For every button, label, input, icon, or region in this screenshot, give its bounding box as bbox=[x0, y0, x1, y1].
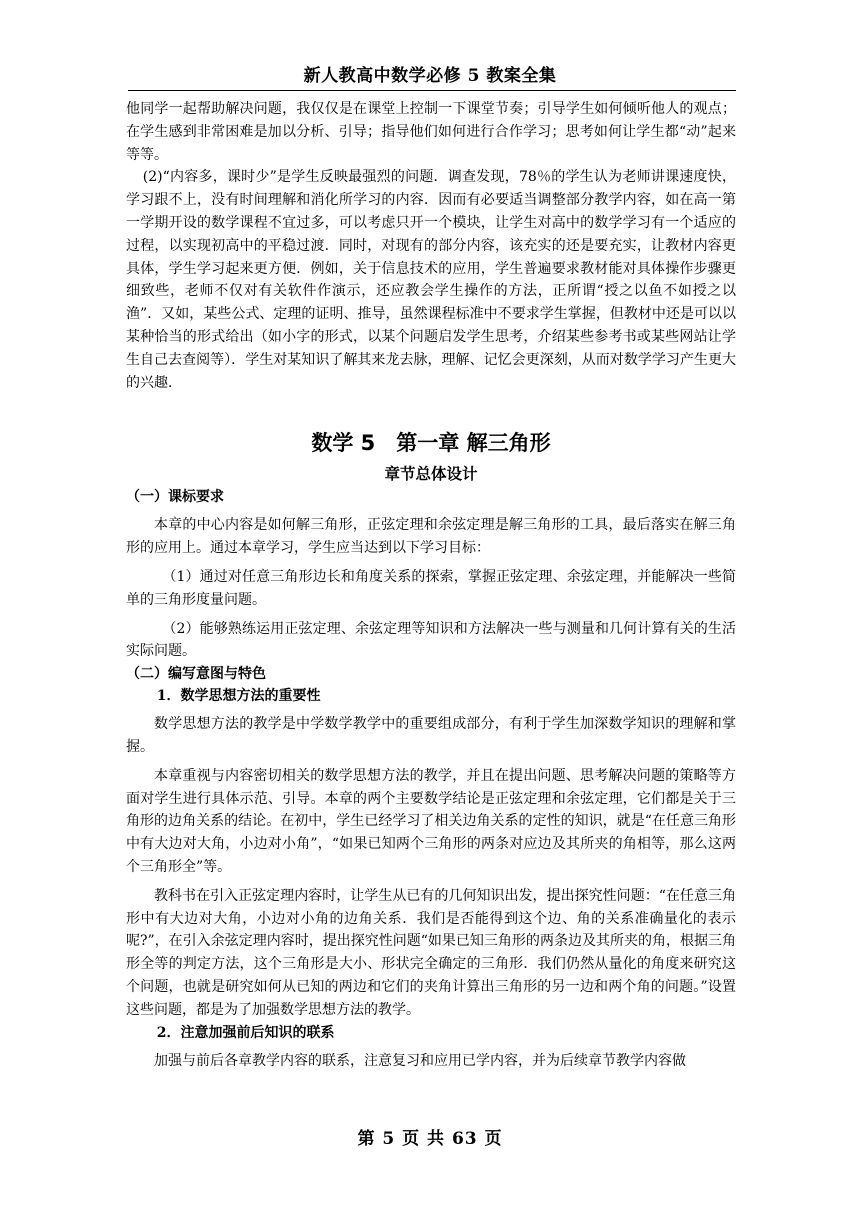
design-paragraph-2: 本章重视与内容密切相关的数学思想方法的教学，并且在提出问题、思考解决问题的策略等方面对学生进行具体示范、引导。本章的两个主要数学结论是正弦定理和余弦定理，它们都是关于三角形的边角关系的结论。在初中，学生已经学习了相关边角关系的定性的知识，就是“在任意三角形中有大边对大角，小边对小角”，“如果已知两个三角形的两条对应边及其所夹的角相等，那么这两个三角形全”等。 bbox=[126, 767, 736, 875]
standards-goal-1: （1）通过对任意三角形边长和角度关系的探索，掌握正弦定理、余弦定理，并能解决一些简单的三角形度量问题。 bbox=[126, 568, 736, 608]
page-number-footer: 第 5 页 共 63 页 bbox=[357, 1129, 503, 1149]
design-paragraph-3: 教科书在引入正弦定理内容时，让学生从已有的几何知识出发，提出探究性问题：“在任意三角形中有大边对大角，小边对小角的边角关系．我们是否能得到这个边、角的关系准确量化的表示呢?”，在引入余弦定理内容时，提出探究性问题“如果已知三角形的两条边及其所夹的角，根据三角形全等的判定方法，这个三角形是大小、形状完全确定的三角形．我们仍然从量化的角度来研究这个问题，也就是研究如何从已知的两边和它们的夹角计算出三角形的另一边和两个角的问题。”设置这些问题，都是为了加强数学思想方法的教学。 bbox=[126, 887, 736, 1018]
chapter-title: 数学 5 第一章 解三角形 bbox=[311, 431, 551, 456]
page-body bbox=[126, 98, 736, 1072]
page-header-title: 新人教高中数学必修 5 教案全集 bbox=[303, 66, 557, 86]
standards-goal-2: （2）能够熟练运用正弦定理、余弦定理等知识和方法解决一些与测量和几何计算有关的生活实际问题。 bbox=[126, 620, 736, 660]
design-paragraph-1: 数学思想方法的教学是中学数学教学中的重要组成部分，有利于学生加深数学知识的理解和掌握。 bbox=[126, 716, 736, 755]
section-heading-standards: （一）课标要求 bbox=[126, 489, 224, 506]
intro-paragraph-1: 他同学一起帮助解决问题，我仅仅是在课堂上控制一下课堂节奏；引导学生如何倾听他人的观点；在学生感到非常困难是加以分析、引导；指导他们如何进行合作学习；思考如何让学生都“动”起来等等。 bbox=[126, 101, 736, 163]
design-subheading-1: 1．数学思想方法的重要性 bbox=[156, 688, 321, 705]
section-heading-design: （二）编写意图与特色 bbox=[126, 666, 266, 683]
header-divider bbox=[128, 90, 736, 91]
standards-paragraph-1: 本章的中心内容是如何解三角形，正弦定理和余弦定理是解三角形的工具，最后落实在解三角形的应用上。通过本章学习，学生应当达到以下学习目标： bbox=[126, 517, 736, 557]
intro-paragraph-2: (2)“内容多，课时少”是学生反映最强烈的问题．调查发现，78％的学生认为老师讲课速度快，学习跟不上，没有时间理解和消化所学习的内容．因而有必要适当调整部分教学内容，如在高一第一学期开设的数学课程不宜过多，可以考虑只开一个模块，让学生对高中的数学学习有一个适应的过程，以实现初高中的平稳过渡．同时，对现有的部分内容，该充实的还是要充实，让教材内容更具体，学生学习起来更方便．例如，关于信息技术的应用，学生普遍要求教材能对具体操作步骤更细致些，老师不仅对有关软件作演示，还应教会学生操作的方法，正所谓“授之以鱼不如授之以渔”．又如，某些公式、定理的证明、推导，虽然课程标准中不要求学生掌握，但教材中还是可以以某种恰当的形式给出（如小字的形式，以某个问题启发学生思考，介绍某些参考书或某些网站让学生自己去查阅等）．学生对某知识了解其来龙去脉，理解、记忆会更深刻，从而对数学学习产生更大的兴趣． bbox=[126, 169, 736, 391]
design-subheading-2: 2．注意加强前后知识的联系 bbox=[156, 1024, 335, 1041]
chapter-subtitle: 章节总体设计 bbox=[384, 464, 478, 484]
design-paragraph-4: 加强与前后各章教学内容的联系，注意复习和应用已学内容，并为后续章节教学内容做 bbox=[154, 1052, 686, 1069]
